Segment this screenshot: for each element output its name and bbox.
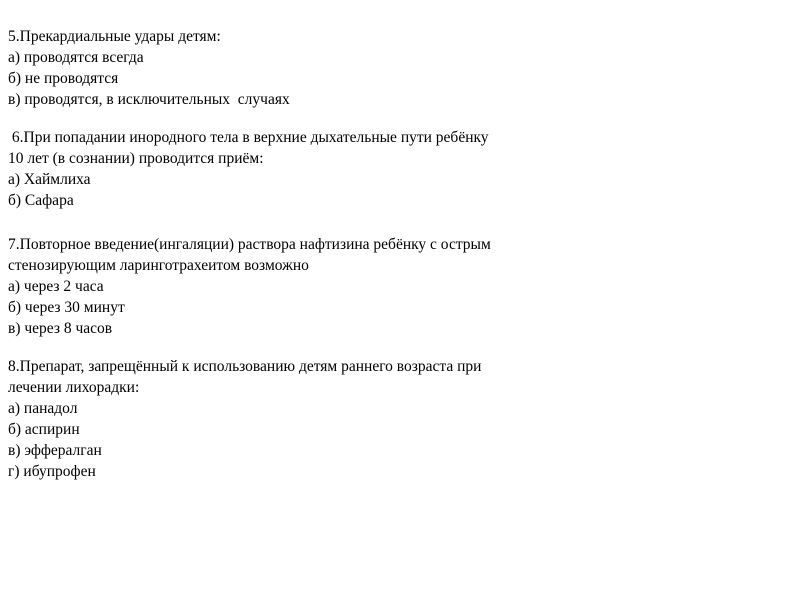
answer-option: в) проводятся, в исключительных случаях (8, 91, 290, 108)
question-text: 6.При попадании инородного тела в верхние дыхательные пути ребёнку (8, 129, 489, 146)
answer-option: г) ибупрофен (8, 463, 96, 480)
answer-option: а) панадол (8, 400, 78, 417)
question-text: стенозирующим ларинготрахеитом возможно (8, 257, 309, 274)
answer-option: в) эффералган (8, 442, 102, 459)
answer-option: б) через 30 минут (8, 299, 125, 316)
question-text: 10 лет (в сознании) проводится приём: (8, 150, 264, 167)
question-text: лечении лихорадки: (8, 379, 140, 396)
question-text: 5.Прекардиальные удары детям: (8, 28, 221, 45)
answer-option: б) не проводятся (8, 70, 119, 87)
answer-option: б) аспирин (8, 421, 80, 438)
question-text: 7.Повторное введение(ингаляции) раствора нафтизина ребёнку с острым (8, 236, 491, 253)
answer-option: а) Хаймлиха (8, 171, 91, 188)
question-8 (8, 356, 588, 482)
answer-option: а) через 2 часа (8, 278, 104, 295)
question-6 (8, 127, 588, 211)
question-7 (8, 234, 588, 339)
question-5 (8, 26, 588, 110)
question-text: 8.Препарат, запрещённый к использованию детям раннего возраста при (8, 358, 482, 375)
answer-option: в) через 8 часов (8, 320, 113, 337)
answer-option: б) Сафара (8, 192, 74, 209)
answer-option: а) проводятся всегда (8, 49, 144, 66)
